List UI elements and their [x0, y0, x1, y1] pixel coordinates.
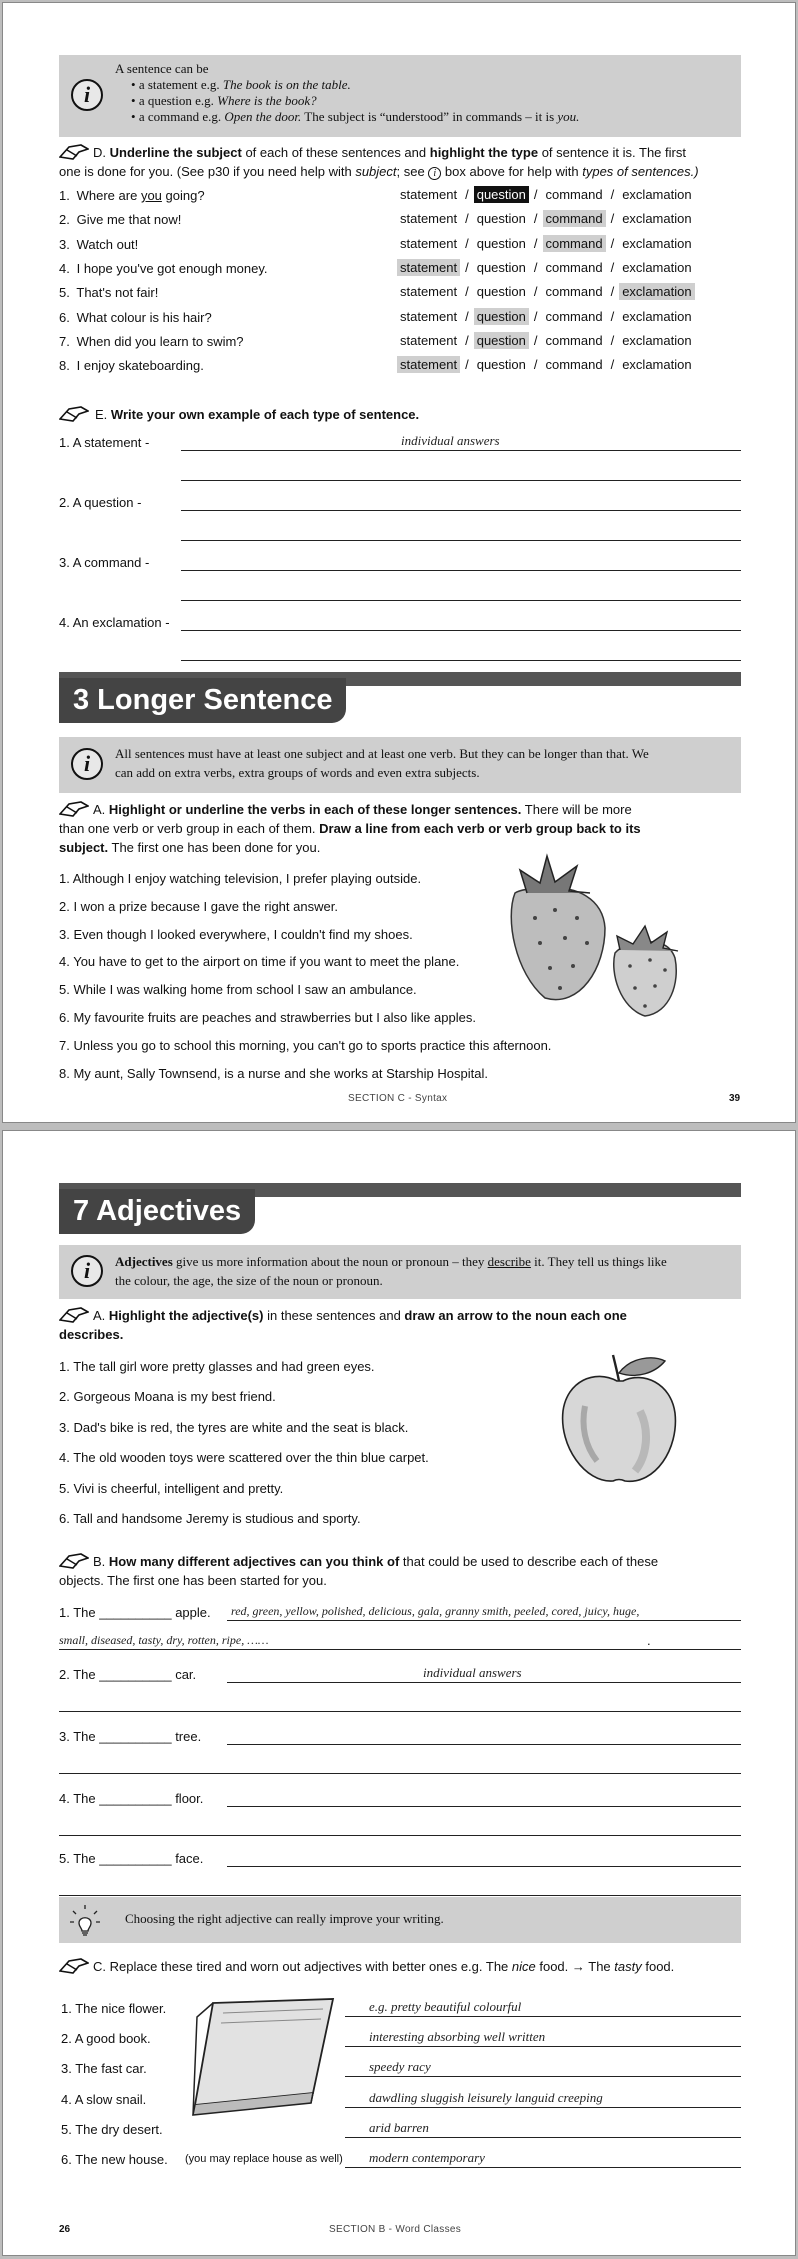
sentence-row [59, 261, 268, 276]
sentence-text: Give me that now! [76, 212, 182, 228]
sentence-row [59, 237, 138, 252]
answer-line[interactable] [59, 1835, 741, 1836]
option-command[interactable]: command [545, 259, 603, 275]
answer-line[interactable] [227, 1806, 741, 1807]
option-separator: / [610, 284, 615, 300]
adjective-label: 6. The new house. [61, 2152, 168, 2167]
object-noun: tree. [175, 1729, 202, 1744]
sentence-row [59, 310, 212, 325]
object-noun: car. [175, 1667, 197, 1682]
option-separator: / [610, 357, 615, 373]
option-separator: / [465, 332, 469, 348]
sentence-type-options [397, 333, 695, 348]
option-command[interactable]: command [545, 308, 603, 324]
option-separator: / [610, 211, 615, 227]
option-statement[interactable]: statement [400, 187, 458, 202]
option-statement[interactable]: statement [400, 284, 458, 300]
sentence-row [59, 285, 158, 300]
example-label: 1. A statement - [59, 435, 150, 450]
small-info-icon: i [428, 167, 441, 180]
blank[interactable]: __________ [99, 1667, 172, 1682]
option-exclamation[interactable]: exclamation [622, 211, 692, 227]
sentence-row [59, 334, 244, 349]
handwritten-answer: arid barren [369, 2119, 429, 2135]
answer-line[interactable] [345, 2167, 741, 2168]
sentence-type-options [397, 260, 695, 275]
adjective-sentence: 1. The tall girl wore pretty glasses and had green eyes. [59, 1359, 375, 1374]
option-separator: / [610, 235, 615, 251]
option-command[interactable]: command [545, 357, 603, 373]
handwritten-answer: interesting absorbing well written [369, 2029, 546, 2045]
page-number: 39 [729, 1093, 741, 1104]
answer-line[interactable] [181, 450, 741, 451]
answer-line[interactable] [181, 540, 741, 541]
row-number: 6. [59, 309, 70, 325]
info-icon: i [71, 79, 103, 111]
option-exclamation[interactable]: exclamation [622, 187, 692, 202]
option-question[interactable]: question [476, 235, 526, 251]
option-statement[interactable]: statement [400, 308, 458, 324]
sentence-row [59, 358, 204, 373]
answer-line[interactable] [227, 1866, 741, 1867]
option-question[interactable]: question [476, 357, 526, 373]
answer-line[interactable] [181, 600, 741, 601]
longer-sentence-info-box [59, 737, 741, 793]
writing-hand-icon [59, 1957, 89, 1975]
section-d-instructions: D. Underline the subject of each of these sentences and highlight the type of sentence it is. The first one is done for you. (See p30 if you need help with subject; see i box above for help with types of sentences.) [59, 145, 699, 179]
option-command[interactable]: command [545, 187, 603, 202]
option-statement[interactable]: statement [397, 356, 460, 373]
answer-line[interactable] [181, 480, 741, 481]
option-statement[interactable]: statement [400, 332, 458, 348]
sentence-text: I hope you've got enough money. [76, 260, 268, 276]
sentence-type-options [397, 284, 695, 299]
row-number: 7. [59, 333, 70, 349]
object-number: 3. The [59, 1729, 96, 1744]
answer-line[interactable] [345, 2107, 741, 2108]
option-question[interactable]: question [474, 308, 529, 325]
option-separator: / [610, 187, 615, 202]
handwritten-answer: individual answers [401, 433, 500, 448]
writing-hand-icon [59, 405, 89, 423]
option-statement[interactable]: statement [400, 235, 458, 251]
answer-line[interactable] [181, 510, 741, 511]
answer-line[interactable] [345, 2016, 741, 2017]
blank[interactable]: __________ [99, 1605, 172, 1620]
handwritten-answer: dawdling sluggish leisurely languid creeping [369, 2089, 603, 2105]
info-text: Adjectives give us more information about the noun or pronoun – they describe it. They tell us things like the colour, the age, the size of the noun or pronoun. [115, 1254, 667, 1288]
option-separator: / [465, 235, 469, 251]
sentence-text: going? [161, 188, 205, 203]
option-separator: / [610, 259, 615, 275]
replace-note: (you may replace house as well) [185, 2153, 343, 2165]
option-question[interactable]: question [476, 284, 526, 300]
tip-text: Choosing the right adjective can really improve your writing. [125, 1911, 444, 1926]
option-question[interactable]: question [476, 211, 526, 227]
sentence-text: When did you learn to swim? [76, 333, 244, 349]
answer-line[interactable] [59, 1649, 741, 1650]
sentence-type-options [397, 236, 695, 251]
option-exclamation[interactable]: exclamation [622, 308, 692, 324]
chapter-title: 7 Adjectives [59, 1189, 255, 1234]
book-illustration [183, 1993, 343, 2123]
page-footer: SECTION C - Syntax [348, 1093, 448, 1104]
handwritten-answer: red, green, yellow, polished, delicious, gala, granny smith, peeled, cored, juicy, huge, [231, 1604, 640, 1618]
longer-sentence: 3. Even though I looked everywhere, I couldn't find my shoes. [59, 926, 413, 942]
adjective-label: 3. The fast car. [61, 2061, 147, 2077]
row-number: 5. [59, 285, 70, 301]
handwritten-answer: small, diseased, tasty, dry, rotten, ripe, …… [59, 1633, 269, 1647]
sentence-text: What colour is his hair? [76, 309, 212, 325]
answer-line[interactable] [345, 2046, 741, 2047]
page-26 [2, 1130, 796, 2256]
object-noun: apple. [175, 1605, 211, 1620]
lightbulb-icon [67, 1902, 103, 1938]
answer-line[interactable] [227, 1620, 741, 1621]
option-exclamation[interactable]: exclamation [619, 283, 694, 300]
option-command[interactable]: command [545, 284, 603, 300]
answer-line[interactable] [181, 630, 741, 631]
longer-sentence: 5. While I was walking home from school I saw an ambulance. [59, 982, 417, 998]
object-noun: face. [175, 1851, 204, 1866]
adjective-label: 1. The nice flower. [61, 2001, 167, 2016]
option-command[interactable]: command [543, 210, 606, 227]
option-separator: / [533, 211, 538, 227]
handwritten-answer: individual answers [423, 1665, 522, 1680]
object-row [59, 1851, 203, 1866]
option-separator: / [533, 284, 538, 300]
row-number: 2. [59, 212, 70, 228]
object-row [59, 1605, 211, 1620]
option-statement[interactable]: statement [397, 259, 460, 276]
info-icon: i [71, 748, 103, 780]
adjective-sentence: 4. The old wooden toys were scattered over the thin blue carpet. [59, 1450, 429, 1466]
object-noun: floor. [175, 1791, 204, 1806]
section-e-instructions: E. Write your own example of each type of sentence. [95, 407, 420, 422]
adjectives-info-box [59, 1245, 741, 1299]
option-exclamation[interactable]: exclamation [622, 235, 692, 251]
option-separator: / [533, 357, 538, 373]
sentence-text: Watch out! [76, 236, 139, 252]
longer-sentence: 7. Unless you go to school this morning, you can't go to sports practice this afternoon. [59, 1037, 552, 1053]
handwritten-answer: e.g. pretty beautiful colourful [369, 1999, 522, 2014]
longer-sentence: 1. Although I enjoy watching television, I prefer playing outside. [59, 871, 422, 886]
option-separator: / [465, 308, 469, 324]
option-separator: / [610, 308, 615, 324]
info-text: A sentence can be • a statement e.g. The book is on the table. • a question e.g. Where is the book? • a command e.g. Open the door. The subject is “understood” in commands – it is you. [115, 61, 580, 124]
handwritten-answer: modern contemporary [369, 2150, 485, 2165]
row-number: 8. [59, 358, 70, 374]
page-number: 26 [59, 2224, 71, 2235]
sentence-type-options [397, 357, 695, 372]
chapter-title: 3 Longer Sentence [59, 678, 346, 723]
sentence-type-options [397, 187, 695, 202]
answer-line[interactable] [227, 1744, 741, 1745]
example-label: 4. An exclamation - [59, 615, 170, 630]
option-command[interactable]: command [545, 332, 603, 348]
sentence-text: That's not fair! [76, 285, 159, 301]
option-command[interactable]: command [543, 235, 606, 252]
answer-line[interactable] [59, 1711, 741, 1712]
sentence-type-options [397, 211, 695, 226]
adjective-label: 4. A slow snail. [61, 2091, 147, 2107]
adjective-sentence: 3. Dad's bike is red, the tyres are white and the seat is black. [59, 1419, 409, 1435]
strawberries-illustration [495, 848, 695, 1023]
object-row [59, 1667, 196, 1682]
option-separator: / [465, 284, 469, 300]
option-question[interactable]: question [474, 332, 529, 349]
option-exclamation[interactable]: exclamation [622, 357, 692, 373]
row-number: 1. [59, 188, 70, 203]
sentence-row [59, 188, 205, 203]
page-39 [2, 2, 796, 1123]
answer-line[interactable] [181, 660, 741, 661]
longer-sentence: 6. My favourite fruits are peaches and strawberries but I also like apples. [59, 1010, 476, 1025]
sentence-text: I enjoy skateboarding. [76, 358, 204, 374]
option-separator: / [533, 187, 538, 202]
adjective-label: 5. The dry desert. [61, 2121, 163, 2137]
option-separator: / [533, 235, 538, 251]
apple-illustration [555, 1351, 685, 1491]
blank[interactable]: __________ [99, 1791, 172, 1806]
object-number: 2. The [59, 1667, 96, 1682]
sentence-row [59, 212, 181, 227]
longer-sentence: 4. You have to get to the airport on time if you want to meet the plane. [59, 954, 460, 970]
tip-box [59, 1897, 741, 1943]
answer-line[interactable] [345, 2076, 741, 2077]
answer-line[interactable] [345, 2137, 741, 2138]
adjective-c-instructions: C. Replace these tired and worn out adjectives with better ones e.g. The nice food. → The tasty food. [93, 1959, 675, 1974]
object-number: 5. The [59, 1851, 96, 1866]
adjective-sentence: 5. Vivi is cheerful, intelligent and pretty. [59, 1480, 284, 1496]
row-number: 4. [59, 260, 70, 276]
longer-sentence: 8. My aunt, Sally Townsend, is a nurse and she works at Starship Hospital. [59, 1065, 488, 1081]
option-question[interactable]: question [476, 259, 526, 275]
option-question[interactable]: question [474, 186, 529, 203]
info-icon: i [71, 1255, 103, 1287]
adjective-sentence: 2. Gorgeous Moana is my best friend. [59, 1389, 276, 1405]
adjective-b-instructions: B. How many different adjectives can you think of that could be used to describe each of these objects. The first one has been started for you. [59, 1554, 659, 1588]
option-exclamation[interactable]: exclamation [622, 259, 692, 275]
answer-line[interactable] [59, 1895, 741, 1896]
answer-line[interactable] [181, 570, 741, 571]
page-footer: SECTION B - Word Classes [329, 2224, 462, 2235]
option-separator: / [533, 259, 538, 275]
period: . [647, 1633, 651, 1648]
option-separator: / [465, 357, 469, 373]
sentence-subject: you [140, 188, 162, 203]
option-exclamation[interactable]: exclamation [622, 332, 692, 348]
longer-sentence: 2. I won a prize because I gave the right answer. [59, 898, 338, 914]
sentence-text: Where are [76, 188, 141, 203]
row-number: 3. [59, 236, 70, 252]
section-a-instructions: A. Highlight or underline the verbs in each of these longer sentences. There will be more than one verb or verb group in each of them. Draw a line from each verb or verb group back to its subject. The first one has been done for you. [59, 802, 641, 855]
option-separator: / [465, 211, 469, 227]
object-row [59, 1791, 203, 1806]
option-separator: / [610, 332, 615, 348]
sentence-types-info-box [59, 55, 741, 137]
example-label: 2. A question - [59, 495, 142, 510]
option-separator: / [465, 187, 469, 202]
adjective-label: 2. A good book. [61, 2031, 151, 2047]
object-number: 4. The [59, 1791, 96, 1806]
adjective-a-instructions: A. Highlight the adjective(s) in these sentences and draw an arrow to the noun each one describes. [59, 1308, 627, 1342]
blank[interactable]: __________ [99, 1729, 172, 1744]
option-separator: / [533, 332, 538, 348]
info-text: All sentences must have at least one subject and at least one verb. But they can be longer than that. We can add on extra verbs, extra groups of words and even extra subjects. [115, 746, 649, 780]
object-number: 1. The [59, 1605, 96, 1620]
option-separator: / [465, 259, 469, 275]
option-separator: / [533, 308, 538, 324]
handwritten-answer: speedy racy [369, 2059, 431, 2075]
blank[interactable]: __________ [99, 1851, 172, 1866]
sentence-type-options [397, 309, 695, 324]
object-row [59, 1729, 201, 1744]
option-statement[interactable]: statement [400, 211, 458, 227]
answer-line[interactable] [227, 1682, 741, 1683]
answer-line[interactable] [59, 1773, 741, 1774]
example-label: 3. A command - [59, 555, 150, 570]
adjective-sentence: 6. Tall and handsome Jeremy is studious and sporty. [59, 1511, 361, 1526]
